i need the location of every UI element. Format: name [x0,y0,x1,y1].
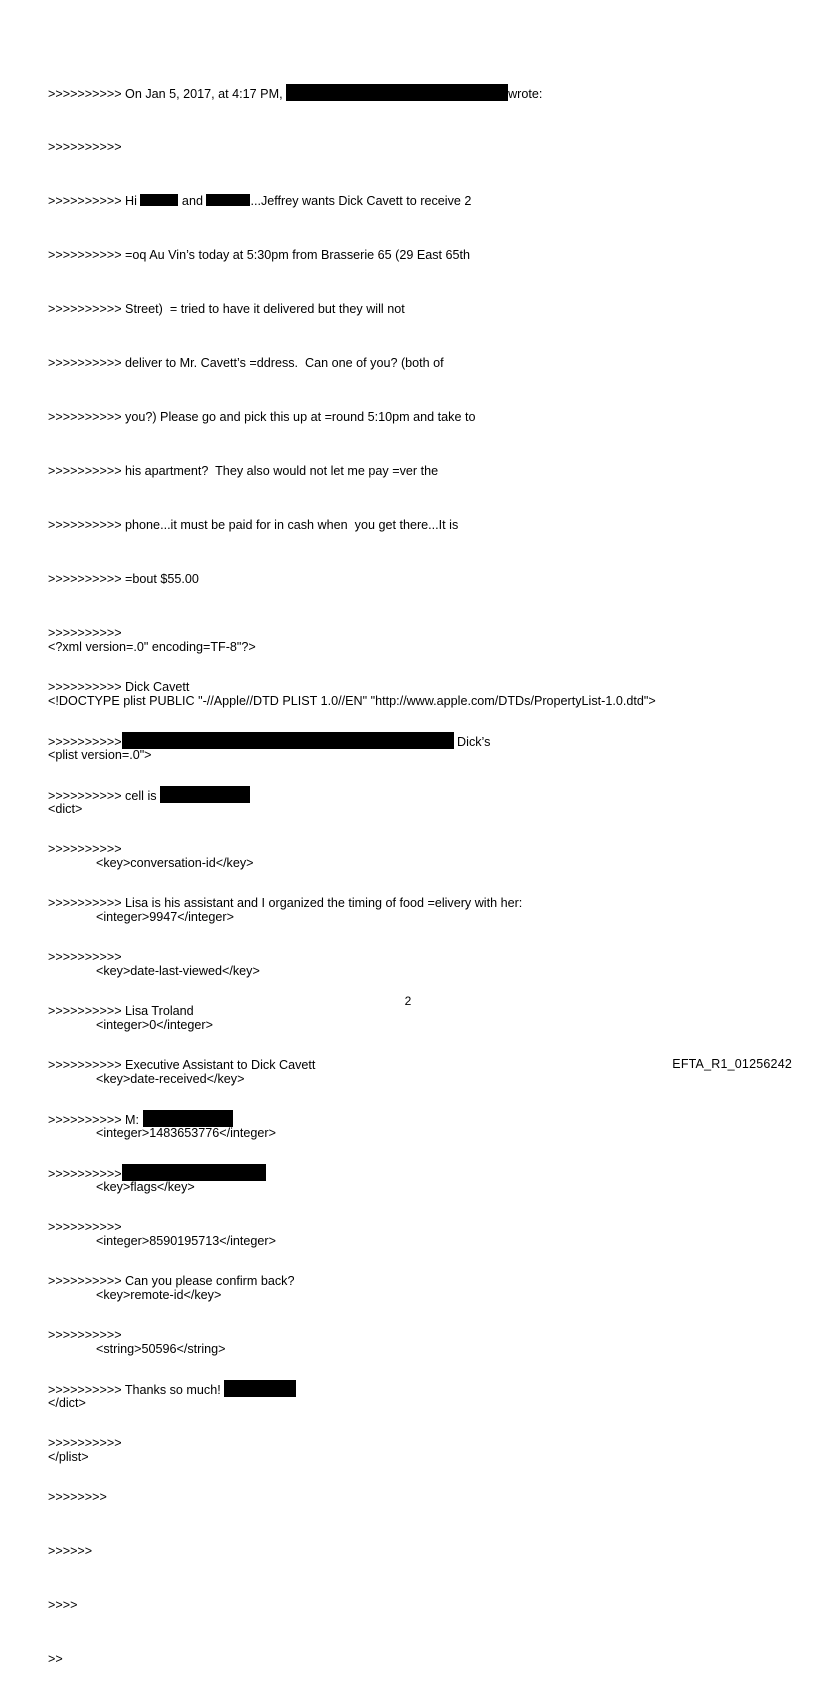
redaction-box [140,194,178,206]
email-line: >>>>>>>>>> Can you please confirm back? [48,1274,295,1288]
plist-open-tag: <plist version=.0"> [48,748,152,762]
email-line: >>>>>>>>>> his apartment? They also would not let me pay =ver the [48,464,439,478]
email-line: >>>>>>>>>> you?) Please go and pick this up at =round 5:10pm and take to [48,410,476,424]
email-line: >>>>>>>>>> Dick’s [48,732,542,750]
email-line: >>>>>>>> [48,1490,107,1504]
email-line: >>>>>>>>>> [48,1220,122,1234]
redaction-box [206,194,250,206]
plist-entry: <integer>9947</integer> [96,910,234,924]
email-line: >>>>>>>>>> [48,1436,122,1450]
email-line: >>>>>>>>>> Thanks so much! [48,1380,542,1398]
dict-close-tag: </dict> [48,1396,86,1410]
email-line: >>>>>>>>>> Lisa Troland [48,1004,194,1018]
redaction-box [348,84,508,101]
email-line: >>>>>>>>>> [48,1328,122,1342]
email-line: >>>>>>>>>> cell is [48,786,542,804]
email-line: >>>>>>>>>> phone...it must be paid for in cash when you get there...It is [48,518,459,532]
bates-number: EFTA_R1_01256242 [672,1057,792,1071]
email-line: >>>>>>>>>> On Jan 5, 2017, at 4:17 PM, wrote: [48,84,542,102]
plist-entry: <key>conversation-id</key> [96,856,254,870]
dict-open-tag: <dict> [48,802,83,816]
email-line: >>>>>>>>>> Dick Cavett [48,680,190,694]
xml-declaration: <?xml version=.0" encoding=TF-8"?> [48,640,256,654]
email-line: >> [48,1652,63,1666]
email-line: >>>> [48,1598,78,1612]
email-line: >>>>>>>>>> Executive Assistant to Dick Cavett [48,1058,316,1072]
plist-metadata [48,602,656,1502]
page-number: 2 [404,994,412,1008]
email-line: >>>>>>>>>> =oq Au Vin’s today at 5:30pm from Brasserie 65 (29 East 65th [48,248,471,262]
email-line: >>>>>>>>>> M: [48,1110,542,1128]
email-line: >>>>>> [48,1544,93,1558]
email-line: >>>>>>>>>> Street) = tried to have it delivered but they will not [48,302,405,316]
plist-entry: <key>remote-id</key> [96,1288,222,1302]
email-line: >>>>>>>>>> [48,950,122,964]
plist-entry: <integer>1483653776</integer> [96,1126,276,1140]
doctype-line: <!DOCTYPE plist PUBLIC "-//Apple//DTD PLIST 1.0//EN" "http://www.apple.com/DTDs/PropertyList-1.0.dtd"> [48,694,656,708]
email-line: >>>>>>>>>> Lisa is his assistant and I organized the timing of food =elivery with her: [48,896,523,910]
email-line: >>>>>>>>>> [48,626,122,640]
plist-entry: <integer>8590195713</integer> [96,1234,276,1248]
email-line: >>>>>>>>>> [48,842,122,856]
plist-entry: <integer>0</integer> [96,1018,213,1032]
plist-close-tag: </plist> [48,1450,89,1464]
email-line: >>>>>>>>>> deliver to Mr. Cavett’s =ddress. Can one of you? (both of [48,356,444,370]
plist-entry: <key>date-received</key> [96,1072,245,1086]
redaction-box [286,84,348,101]
email-line: >>>>>>>>>> Hi and ...Jeffrey wants Dick Cavett to receive 2 [48,194,472,208]
email-line: >>>>>>>>>> =bout $55.00 [48,572,199,586]
plist-entry: <key>date-last-viewed</key> [96,964,260,978]
email-line: >>>>>>>>>> [48,140,122,154]
plist-entry: <key>flags</key> [96,1180,195,1194]
email-line: >>>>>>>>>> [48,1164,542,1182]
plist-entry: <string>50596</string> [96,1342,226,1356]
